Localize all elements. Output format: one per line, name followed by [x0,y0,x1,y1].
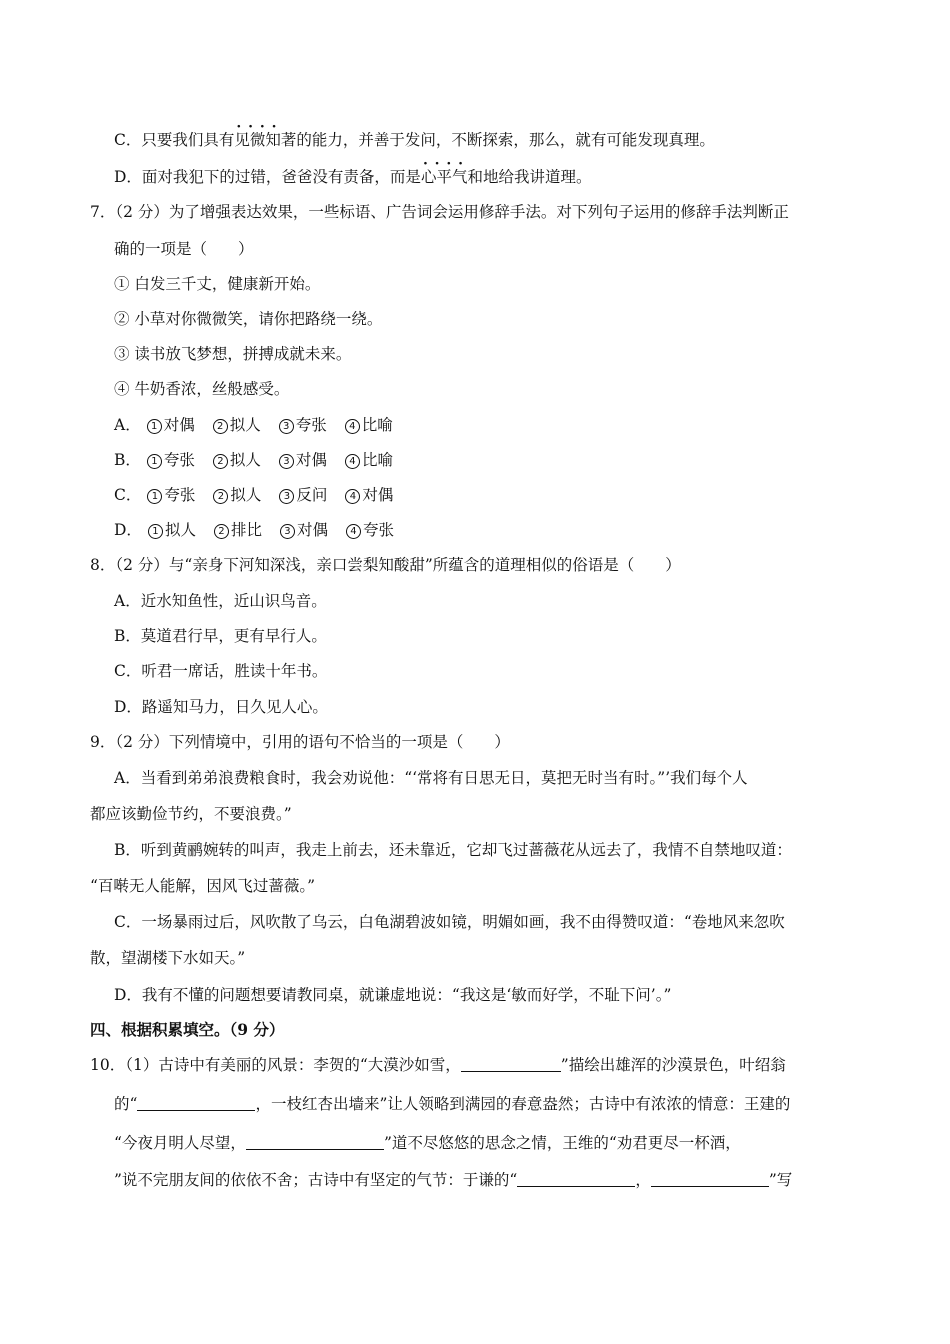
rhetoric-term: 夸张 [163,451,195,469]
option-item [213,485,261,505]
circled-number: 1 [147,454,162,469]
circled-number: 4 [346,524,361,539]
answer-blank[interactable] [137,1094,255,1111]
q7-option-b[interactable] [114,450,411,470]
q9-option-c-line2: 散，望湖楼下水如天。” [90,949,246,967]
q10-line3: “今夜月明人尽望， ”道不尽悠悠的思念之情，王维的“劝君更尽一杯酒， [114,1134,741,1152]
option-item [148,520,196,540]
q7-sentence-1: ① 白发三千丈，健康新开始。 [114,275,321,293]
rhetoric-term: 对偶 [163,416,195,434]
circled-number: 4 [345,454,360,469]
q8-option-a[interactable]: A．近水知鱼性，近山识鸟音。 [114,592,327,610]
q6-option-d: D．面对我犯下的过错，爸爸没有责备，而是· · · · 心平气和地给我讲道理。 [114,167,591,187]
emphasis-dots: · · · · 心平气和 [421,168,483,186]
q10-line1: 10．（1）古诗中有美丽的风景：李贺的“大漠沙如雪， ”描绘出雄浑的沙漠景色，叶绍翁 [90,1056,786,1074]
option-item [345,485,393,505]
rhetoric-term: 拟人 [230,486,262,504]
q7-stem-line2: 确的一项是（ ） [114,240,254,258]
q9-option-b-line1[interactable]: B．听到黄鹂婉转的叫声，我走上前去，还未靠近，它却飞过蔷薇花从远去了，我情不自禁地叹道： [114,841,792,859]
rhetoric-term: 排比 [230,521,262,539]
rhetoric-term: 比喻 [361,416,393,434]
q9-option-c-line1[interactable]: C．一场暴雨过后，风吹散了乌云，白龟湖碧波如镜，明媚如画，我不由得赞叹道：“卷地风来忽吹 [114,913,785,931]
q7-option-c[interactable] [114,485,411,505]
rhetoric-term: 夸张 [362,521,394,539]
option-item [147,485,195,505]
rhetoric-term: 夸张 [164,486,196,504]
option-letter: D． [114,521,142,539]
q10-line4: ”说不完朋友间的依依不舍；古诗中有坚定的气节：于谦的“ ， ”写 [114,1171,793,1189]
q8-option-c[interactable]: C．听君一席话，胜读十年书。 [114,662,328,680]
circled-number: 1 [147,489,162,504]
q7-sentence-4: ④ 牛奶香浓，丝般感受。 [114,380,290,398]
circled-number: 3 [279,454,294,469]
rhetoric-term: 反问 [296,486,328,504]
option-item [279,415,327,435]
q7-sentence-2: ② 小草对你微微笑，请你把路绕一绕。 [114,310,383,328]
circled-number: 2 [213,419,228,434]
rhetoric-term: 对偶 [296,521,328,539]
circled-number: 2 [213,454,228,469]
option-item [345,450,393,470]
answer-blank[interactable] [461,1055,561,1072]
circled-number: 4 [345,489,360,504]
circled-number: 1 [148,524,163,539]
q9-stem: 9．（2 分）下列情境中，引用的语句不恰当的一项是（ ） [90,733,510,751]
q8-stem: 8．（2 分）与“亲身下河知深浅，亲口尝梨知酸甜”所蕴含的道理相似的俗语是（ ） [90,556,681,574]
option-item [147,415,195,435]
option-letter: B． [114,451,141,469]
option-item [345,415,393,435]
q10-line2: 的“ ，一枝红杏出墙来”让人领略到满园的春意盎然；古诗中有浓浓的情意：王建的 [114,1095,791,1113]
section-heading: 四、根据积累填空。（9 分） [90,1020,285,1039]
circled-number: 3 [279,489,294,504]
option-item [280,520,328,540]
option-item [213,415,261,435]
rhetoric-term: 拟人 [164,521,196,539]
emphasis-dots: · · · · 见微知著 [234,131,296,149]
q7-sentence-3: ③ 读书放飞梦想，拼搏成就未来。 [114,345,352,363]
circled-number: 2 [213,489,228,504]
option-item [279,450,327,470]
rhetoric-term: 对偶 [295,451,327,469]
answer-blank[interactable] [246,1133,384,1150]
option-item [213,450,261,470]
q9-option-b-line2: “百啭无人能解，因风飞过蔷薇。” [90,877,316,895]
option-item [279,485,327,505]
q9-option-a-line2: 都应该勤俭节约，不要浪费。” [90,805,292,823]
rhetoric-term: 夸张 [295,416,327,434]
circled-number: 3 [280,524,295,539]
option-item [214,520,262,540]
circled-number: 1 [147,419,162,434]
rhetoric-term: 拟人 [229,416,261,434]
rhetoric-term: 对偶 [362,486,394,504]
circled-number: 4 [345,419,360,434]
q7-option-a[interactable] [114,415,411,435]
rhetoric-term: 比喻 [361,451,393,469]
q8-option-d[interactable]: D．路遥知马力，日久见人心。 [114,698,328,716]
option-letter: A． [114,416,141,434]
circled-number: 3 [279,419,294,434]
rhetoric-term: 拟人 [229,451,261,469]
q9-option-a-line1[interactable]: A．当看到弟弟浪费粮食时，我会劝说他：“‘常将有日思无日，莫把无时当有时。”’我们每个人 [114,769,748,787]
option-item [147,450,195,470]
q7-stem-line1: 7．（2 分）为了增强表达效果，一些标语、广告词会运用修辞手法。对下列句子运用的修辞手法判断正 [90,203,789,221]
option-letter: C． [114,486,142,504]
circled-number: 2 [214,524,229,539]
q8-option-b[interactable]: B．莫道君行早，更有早行人。 [114,627,327,645]
answer-blank[interactable] [517,1170,635,1187]
q6-option-c: C．只要我们具有· · · · 见微知著的能力，并善于发问，不断探索，那么，就有可能发现真理。 [114,130,715,150]
option-item [346,520,394,540]
answer-blank[interactable] [651,1170,769,1187]
q9-option-d[interactable]: D．我有不懂的问题想要请教同桌，就谦虚地说：“我这是‘敏而好学，不耻下问’。” [114,986,672,1004]
q7-option-d[interactable] [114,520,412,540]
